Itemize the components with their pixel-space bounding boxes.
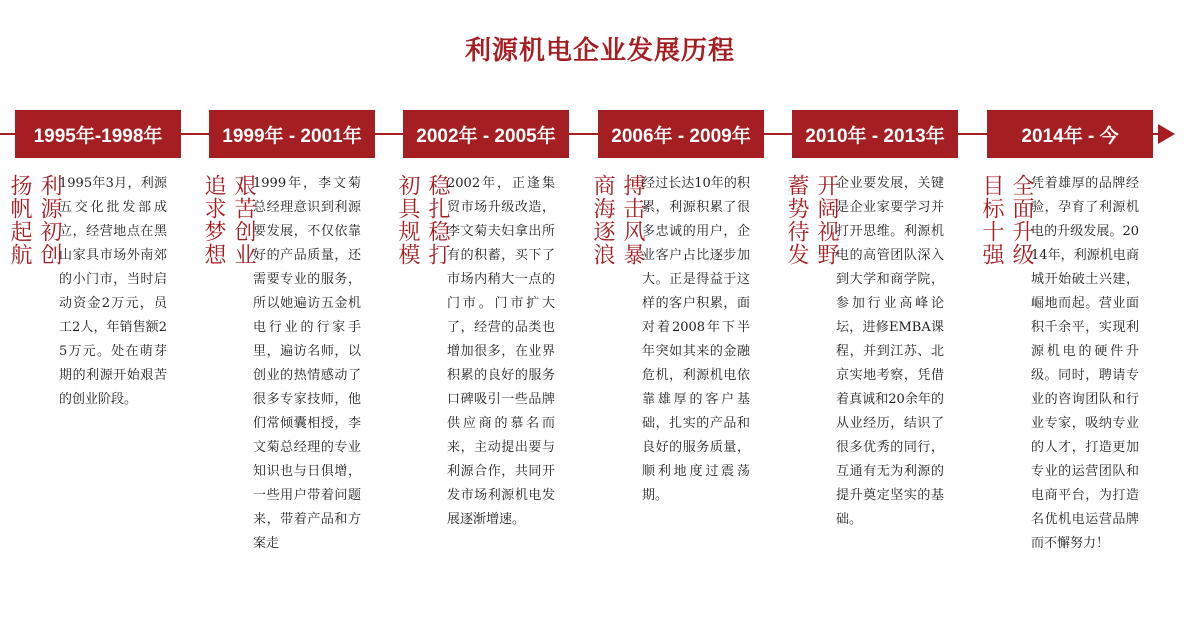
slogan-line-1: 搏击风暴 <box>620 174 645 266</box>
period-slogan <box>201 174 256 266</box>
period-2002-2005 <box>395 110 585 570</box>
period-label: 2006年 - 2009年 <box>598 110 764 158</box>
slogan-line-2: 追求梦想 <box>201 174 226 266</box>
period-description: 凭着雄厚的品牌经验，孕育了利源机电的升级发展。2014年，利源机电商城开始破土兴建，崛地而起。营业面积千余平，实现利源机电的硬件升级。同时，聘请专业的咨询团队和行业专家，吸纳专业的人才，打造更加专业的运营团队和电商平台，为打造名优机电运营品牌而不懈努力！ <box>1031 176 1139 551</box>
period-label: 2014年 - 今 <box>987 110 1153 158</box>
period-label: 2002年 - 2005年 <box>403 110 569 158</box>
period-description: 1999年，李文菊总经理意识到利源要发展，不仅依靠好的产品质量，还需要专业的服务，所以她遍访五金机电行业的行家手里，遍访名师，以创业的热情感动了很多专家技师，他们常倾囊相授，李文菊总经理的专业知识也与日俱增，一些用户带着问题来，带着产品和方案走 <box>253 176 361 551</box>
period-label: 1995年-1998年 <box>15 110 181 158</box>
page-title: 利源机电企业发展历程 <box>464 36 735 66</box>
period-slogan <box>395 174 450 266</box>
slogan-line-2: 商海逐浪 <box>590 174 615 266</box>
period-label: 1999年 - 2001年 <box>209 110 375 158</box>
slogan-line-2: 扬帆起航 <box>7 174 32 266</box>
period-label: 2010年 - 2013年 <box>792 110 958 158</box>
period-2006-2009 <box>590 110 780 570</box>
period-slogan <box>7 174 62 266</box>
period-2014-now <box>979 110 1169 570</box>
period-1999-2001 <box>201 110 391 570</box>
period-slogan <box>590 174 645 266</box>
period-1995-1998 <box>7 110 197 570</box>
period-description: 2002年，正逢集贸市场升级改造，李文菊夫妇拿出所有的积蓄，买下了市场内稍大一点的门市。门市扩大了，经营的品类也增加很多，在业界积累的良好的服务口碑吸引一些品牌供应商的慕名而来，主动提出要与利源合作，共同开发市场利源机电发展逐渐增速。 <box>447 176 555 527</box>
slogan-line-1: 开阔视野 <box>814 174 839 266</box>
slogan-line-2: 目标十强 <box>979 174 1004 266</box>
slogan-line-1: 利源初创 <box>37 174 62 266</box>
slogan-line-2: 初具规模 <box>395 174 420 266</box>
slogan-line-1: 稳扎稳打 <box>425 174 450 266</box>
period-2010-2013 <box>784 110 974 570</box>
period-description: 经过长达10年的积累，利源积累了很多忠诚的用户，企业客户占比逐步加大。正是得益于这样的客户积累，面对着2008年下半年突如其来的金融危机，利源机电依靠雄厚的客户基础，扎实的产品和良好的服务质量，顺利地度过震荡期。 <box>642 176 750 503</box>
slogan-line-1: 艰苦创业 <box>231 174 256 266</box>
period-slogan <box>979 174 1034 266</box>
slogan-line-2: 蓄势待发 <box>784 174 809 266</box>
slogan-line-1: 全面升级 <box>1009 174 1034 266</box>
period-description: 企业要发展，关键是企业家要学习并打开思维。利源机电的高管团队深入到大学和商学院，参加行业高峰论坛，进修EMBA课程，并到江苏、北京实地考察，凭借着真诚和20余年的从业经历，结识了很多优秀的同行，互通有无为利源的提升奠定坚实的基础。 <box>836 176 944 527</box>
period-description: 1995年3月，利源五交化批发部成立，经营地点在黑山家具市场外南郊的小门市，当时启动资金2万元，员工2人，年销售额25万元。处在萌芽期的利源开始艰苦的创业阶段。 <box>59 176 167 407</box>
period-slogan <box>784 174 839 266</box>
